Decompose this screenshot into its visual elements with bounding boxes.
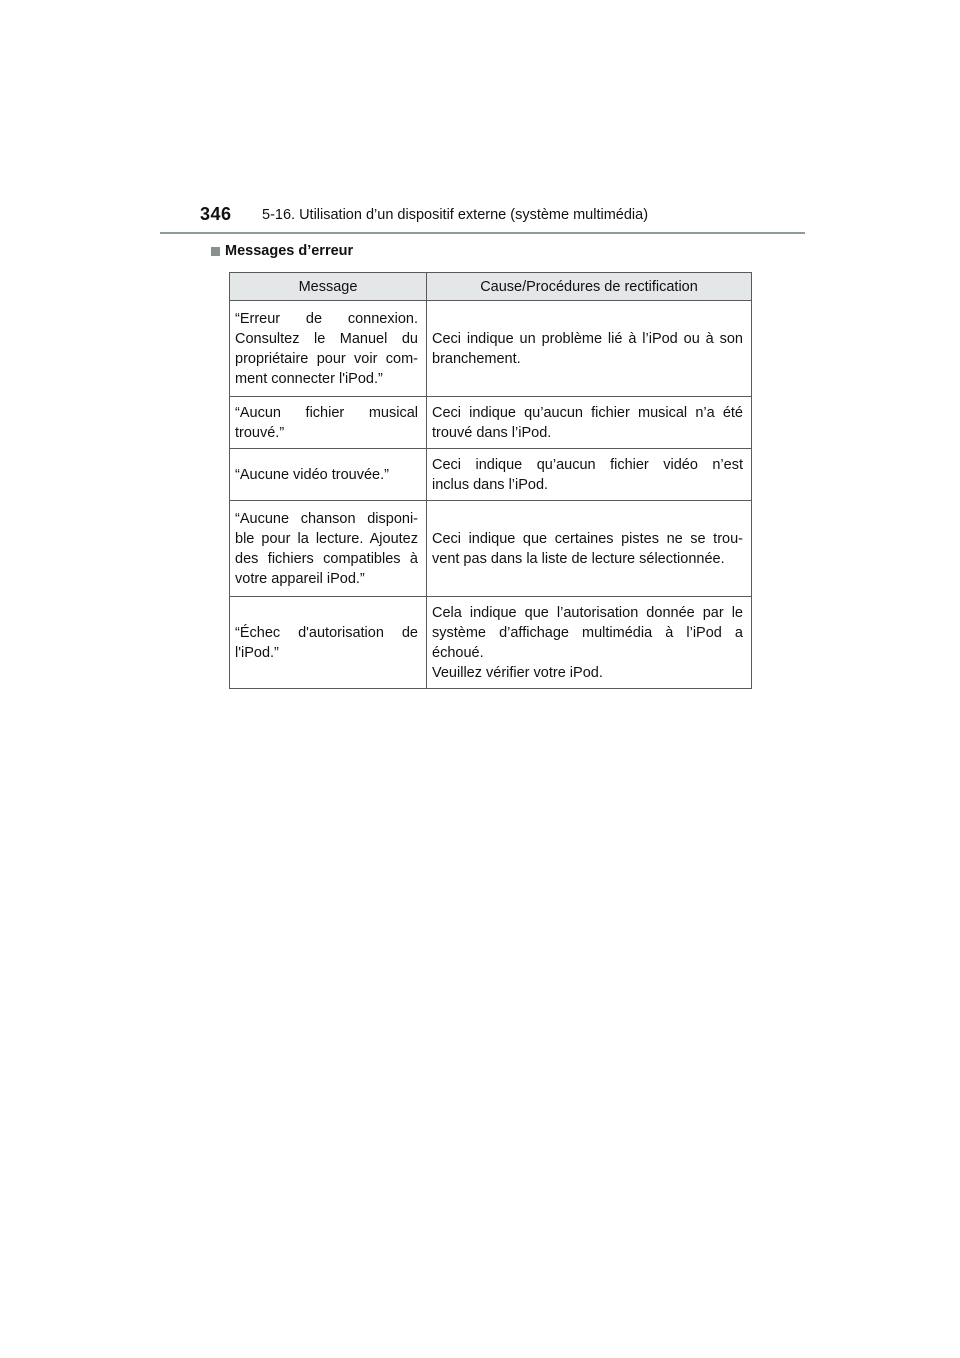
message-cell [230, 301, 427, 397]
table-row [230, 301, 752, 397]
message-cell [230, 501, 427, 597]
cause-line: Ceci indique un problème lié à l’iPod ou à son [432, 331, 743, 347]
cause-line: Veuillez vérifier votre iPod. [432, 665, 603, 681]
message-line: des fichiers compatibles à [235, 551, 418, 567]
page-number: 346 [200, 204, 232, 224]
cause-cell [427, 449, 752, 501]
message-cell [230, 597, 427, 689]
table-row [230, 597, 752, 689]
message-line: ment connecter l'iPod.” [235, 371, 383, 387]
message-line: propriétaire pour voir com- [235, 351, 418, 367]
cause-cell [427, 301, 752, 397]
message-line: l'iPod.” [235, 645, 279, 661]
cause-line: Ceci indique qu’aucun fichier vidéo n’est [432, 457, 743, 473]
cause-line: vent pas dans la liste de lecture sélectionnée. [432, 551, 725, 567]
message-line: “Échec d'autorisation de [235, 625, 418, 641]
cause-cell [427, 597, 752, 689]
cause-line: inclus dans l’iPod. [432, 477, 549, 493]
header-rule [160, 232, 805, 234]
table-header-row [230, 273, 752, 301]
table-row [230, 397, 752, 449]
message-line: trouvé.” [235, 425, 285, 441]
message-cell [230, 449, 427, 501]
cause-line: Ceci indique que certaines pistes ne se trou- [432, 531, 743, 547]
cause-cell [427, 501, 752, 597]
table-row [230, 501, 752, 597]
message-line: votre appareil iPod.” [235, 571, 365, 587]
column-header-cause: Cause/Procédures de rectification [427, 273, 752, 301]
message-line: “Erreur de connexion. [235, 311, 418, 327]
error-messages-table [229, 272, 752, 689]
message-line: Consultez le Manuel du [235, 331, 418, 347]
square-bullet-icon [211, 247, 220, 256]
cause-line: Ceci indique qu’aucun fichier musical n’a été [432, 405, 743, 421]
message-line: ble pour la lecture. Ajoutez [235, 531, 418, 547]
cause-line: Cela indique que l’autorisation donnée par le [432, 605, 743, 621]
message-cell [230, 397, 427, 449]
message-line: “Aucune vidéo trouvée.” [235, 467, 389, 483]
cause-line: trouvé dans l’iPod. [432, 425, 552, 441]
cause-cell [427, 397, 752, 449]
cause-line: système d’affichage multimédia à l’iPod a [432, 625, 743, 641]
table-row [230, 449, 752, 501]
section-heading [211, 243, 353, 259]
cause-line: branchement. [432, 351, 521, 367]
chapter-title: 5-16. Utilisation d’un dispositif externe (système multimédia) [262, 207, 649, 223]
section-heading-text: Messages d’erreur [225, 243, 354, 259]
column-header-message: Message [230, 273, 427, 301]
message-line: “Aucune chanson disponi- [235, 511, 418, 527]
message-line: “Aucun fichier musical [235, 405, 418, 421]
cause-line: échoué. [432, 645, 484, 661]
